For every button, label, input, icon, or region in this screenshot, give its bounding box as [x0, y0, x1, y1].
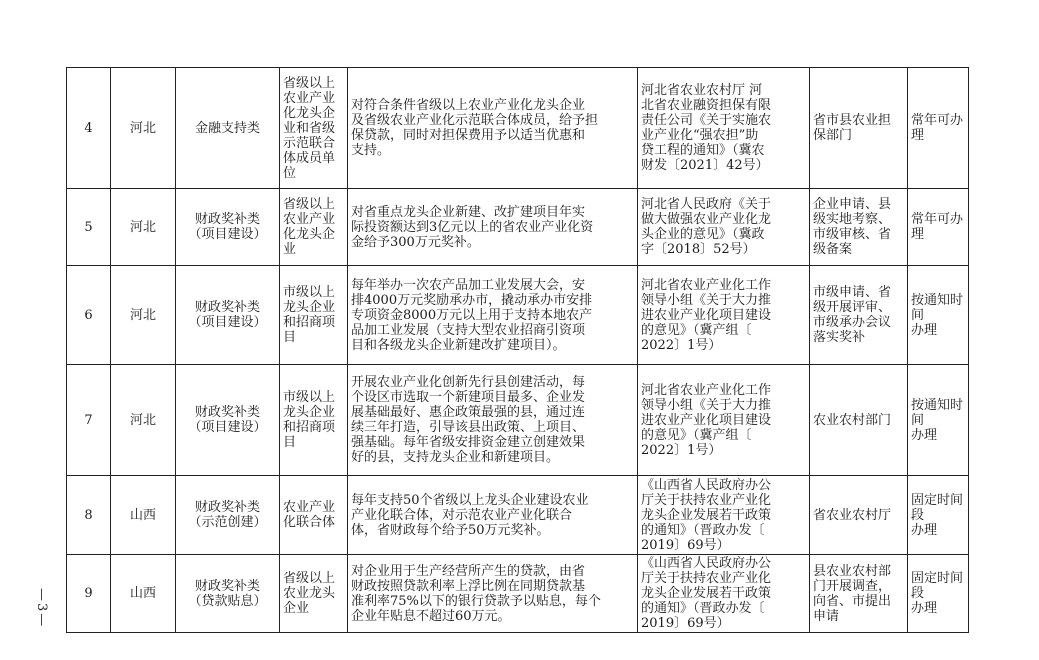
target-object-cell: 省级以上 农业产业 化龙头企 业 — [280, 189, 348, 266]
row-number: 8 — [67, 476, 111, 555]
table-row — [67, 555, 969, 633]
support-type-cell: 财政奖补类 （项目建设） — [176, 266, 280, 365]
province-cell: 山西 — [111, 476, 176, 555]
policy-table — [66, 67, 969, 633]
support-type-cell: 金融支持类 — [176, 68, 280, 189]
province-cell: 河北 — [111, 189, 176, 266]
row-number: 9 — [67, 555, 111, 633]
province-cell: 山西 — [111, 555, 176, 633]
target-object-cell: 市级以上 龙头企业 和招商项 目 — [280, 266, 348, 365]
handling-time-cell: 按通知时间 办理 — [908, 365, 969, 476]
policy-basis-cell: 河北省农业产业化工作 领导小组《关于大力推 进农业产业化项目建设 的意见》（冀产组〔 2022〕1号） — [638, 365, 810, 476]
target-object-cell: 农业产业 化联合体 — [280, 476, 348, 555]
target-object-cell: 市级以上 龙头企业 和招商项 目 — [280, 365, 348, 476]
table-body — [67, 68, 969, 633]
support-type-cell: 财政奖补类 （项目建设） — [176, 189, 280, 266]
province-cell: 河北 — [111, 68, 176, 189]
handling-department-cell: 省农业农村厅 — [810, 476, 908, 555]
handling-time-cell: 按通知时间 办理 — [908, 266, 969, 365]
handling-time-cell: 常年可办理 — [908, 68, 969, 189]
policy-content-cell: 每年举办一次农产品加工业发展大会，安 排4000万元奖励承办市，撬动承办市安排 专项资金8000万元以上用于支持本地农产 品加工业发展（支持大型农业招商引资项 目和各级龙头企业新建改扩建项目）。 — [348, 266, 638, 365]
policy-basis-cell: 河北省农业产业化工作 领导小组《关于大力推 进农业产业化项目建设 的意见》（冀产组〔 2022〕1号） — [638, 266, 810, 365]
table-row — [67, 189, 969, 266]
support-type-cell: 财政奖补类 （示范创建） — [176, 476, 280, 555]
handling-time-cell: 固定时间段 办理 — [908, 476, 969, 555]
table-row — [67, 68, 969, 189]
policy-content-cell: 开展农业产业化创新先行县创建活动，每 个设区市选取一个新建项目最多、企业发 展基础最好、惠企政策最强的县，通过连 续三年打造，引导该县出政策、上项目、 强基础。每年省级安排资金建立创建效果 好的县，支持龙头企业和新建项目。 — [348, 365, 638, 476]
handling-time-cell: 固定时间段 办理 — [908, 555, 969, 633]
target-object-cell: 省级以上 农业龙头 企业 — [280, 555, 348, 633]
handling-department-cell: 省市县农业担 保部门 — [810, 68, 908, 189]
province-cell: 河北 — [111, 266, 176, 365]
row-number: 7 — [67, 365, 111, 476]
handling-department-cell: 企业申请、县 级实地考察、 市级审核、省 级备案 — [810, 189, 908, 266]
policy-content-cell: 对符合条件省级以上农业产业化龙头企业 及省级农业产业化示范联合体成员，给予担 保贷款，同时对担保费用予以适当优惠和 支持。 — [348, 68, 638, 189]
table-row — [67, 476, 969, 555]
table-row — [67, 266, 969, 365]
handling-department-cell: 市级申请、省 级开展评审、 市级承办会议 落实奖补 — [810, 266, 908, 365]
support-type-cell: 财政奖补类 （贷款贴息） — [176, 555, 280, 633]
policy-basis-cell: 河北省农业农村厅 河 北省农业融资担保有限 责任公司《关于实施农 业产业化“强农担”助 贷工程的通知》（冀农 财发〔2021〕42号） — [638, 68, 810, 189]
row-number: 4 — [67, 68, 111, 189]
table-row — [67, 365, 969, 476]
handling-department-cell: 农业农村部门 — [810, 365, 908, 476]
row-number: 6 — [67, 266, 111, 365]
handling-department-cell: 县农业农村部 门开展调查， 向省、市提出 申请 — [810, 555, 908, 633]
policy-basis-cell: 河北省人民政府《关于 做大做强农业产业化龙 头企业的意见》（冀政 字〔2018〕52号） — [638, 189, 810, 266]
policy-content-cell: 对省重点龙头企业新建、改扩建项目年实 际投资额达到3亿元以上的省农业产业化资 金给予300万元奖补。 — [348, 189, 638, 266]
row-number: 5 — [67, 189, 111, 266]
policy-basis-cell: 《山西省人民政府办公 厅关于扶持农业产业化 龙头企业发展若干政策 的通知》（晋政办发〔 2019〕69号） — [638, 555, 810, 633]
page-number: —3— — [34, 588, 49, 629]
target-object-cell: 省级以上 农业产业 化龙头企 业和省级 示范联合 体成员单 位 — [280, 68, 348, 189]
handling-time-cell: 常年可办理 — [908, 189, 969, 266]
province-cell: 河北 — [111, 365, 176, 476]
policy-basis-cell: 《山西省人民政府办公 厅关于扶持农业产业化 龙头企业发展若干政策 的通知》（晋政办发〔 2019〕69号） — [638, 476, 810, 555]
policy-content-cell: 对企业用于生产经营所产生的贷款，由省 财政按照贷款利率上浮比例在同期贷款基 准利率75%以下的银行贷款予以贴息，每个 企业年贴息不超过60万元。 — [348, 555, 638, 633]
support-type-cell: 财政奖补类 （项目建设） — [176, 365, 280, 476]
policy-content-cell: 每年支持50个省级以上龙头企业建设农业 产业化联合体，对示范农业产业化联合 体，省财政每个给予50万元奖补。 — [348, 476, 638, 555]
